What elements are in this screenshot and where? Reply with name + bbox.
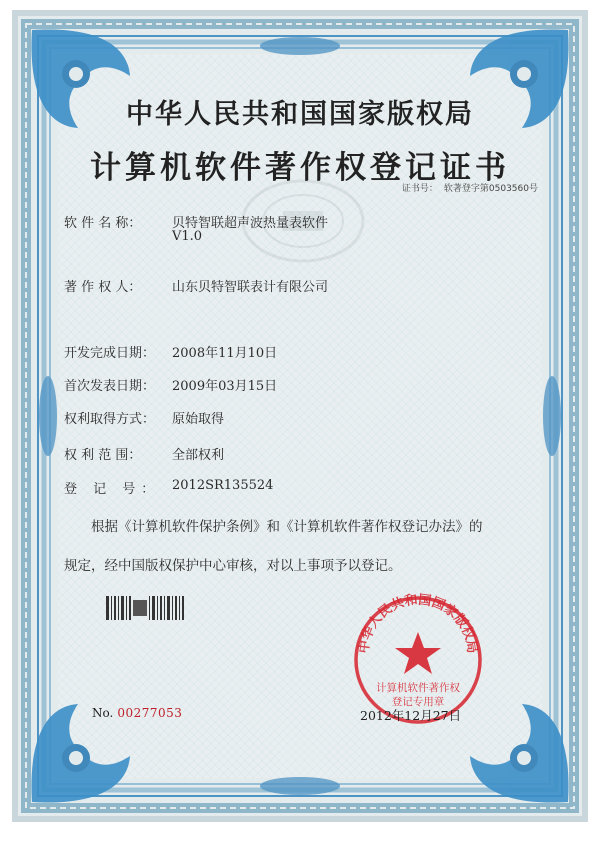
- field-value: 原始取得: [172, 412, 225, 427]
- issue-date: 2012年12月27日: [360, 708, 462, 723]
- barcode: [106, 596, 184, 620]
- field-rights-scope: [64, 444, 224, 463]
- seal-center-text-2: 登记专用章: [391, 696, 445, 708]
- field-label: 著 作 权 人：: [64, 280, 142, 295]
- field-software-name: [64, 212, 329, 244]
- field-copyright-owner: [64, 276, 328, 295]
- field-label: 权利取得方式：: [64, 412, 156, 427]
- field-label: 软 件 名 称：: [64, 216, 142, 231]
- field-label: 首次发表日期：: [64, 379, 156, 394]
- certificate-number: [402, 181, 538, 194]
- field-value: 贝特智联超声波热量表软件: [172, 216, 329, 231]
- field-value: 2012SR135524: [172, 478, 274, 493]
- statement-line-2: 规定，经中国版权保护中心审核，对以上事项予以登记。: [64, 558, 402, 574]
- serial-value: 00277053: [117, 706, 183, 720]
- certificate-number-value: 软著登字第0503560号: [443, 184, 538, 194]
- statement-line-1: 根据《计算机软件保护条例》和《计算机软件著作权登记办法》的: [91, 519, 483, 535]
- field-label: 登 记 号：: [64, 482, 161, 497]
- field-value: 2008年11月10日: [172, 346, 278, 361]
- field-version: V1.0: [172, 229, 203, 244]
- certificate-number-label: 证书号：: [401, 184, 438, 194]
- field-development-date: [64, 342, 277, 361]
- field-label: 权 利 范 围：: [64, 448, 142, 463]
- certificate-title: 计算机软件著作权登记证书: [90, 150, 510, 186]
- seal-ring-text: 中华人民共和国国家版权局: [356, 592, 480, 655]
- field-first-publication-date: [64, 375, 277, 394]
- agency-title: 中华人民共和国国家版权局: [126, 99, 474, 130]
- field-value: 2009年03月15日: [172, 379, 278, 394]
- field-registration-number: [64, 478, 273, 497]
- serial-number: [92, 706, 182, 720]
- field-value: 全部权利: [172, 448, 225, 463]
- field-acquisition-method: [64, 408, 224, 427]
- serial-prefix: No.: [92, 706, 114, 720]
- field-value: 山东贝特智联表计有限公司: [172, 280, 329, 295]
- field-label: 开发完成日期：: [64, 346, 156, 361]
- statement: [64, 508, 542, 586]
- seal-center-text-1: 计算机软件著作权: [376, 682, 460, 694]
- seal-star-icon: [395, 632, 441, 674]
